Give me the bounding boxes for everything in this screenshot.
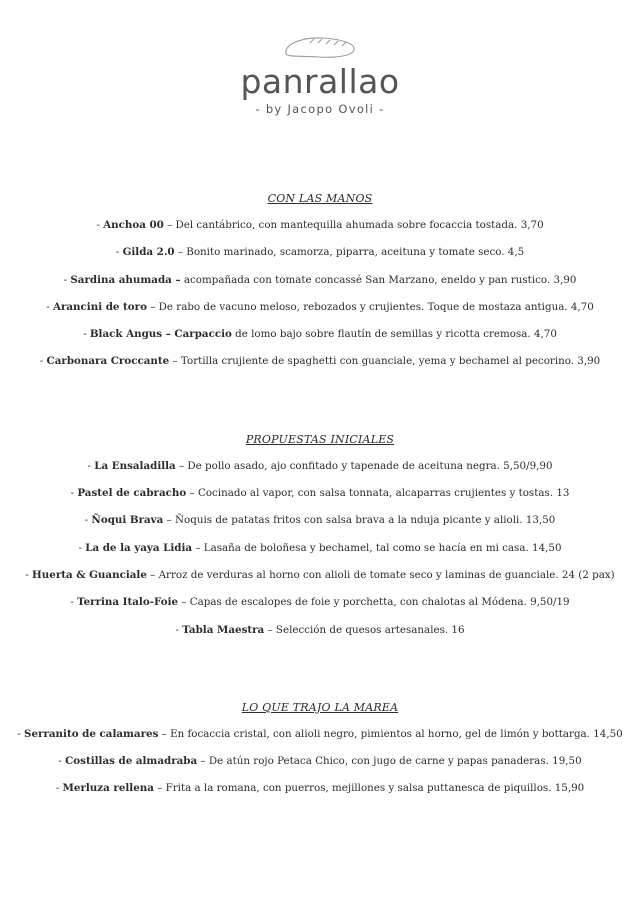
section-lo-que-trajo-la-marea — [0, 699, 640, 798]
section-con-las-manos — [0, 190, 640, 370]
brand-name: panrallao — [240, 62, 400, 101]
item-name: Pastel de cabracho — [77, 487, 187, 500]
menu-item: - Arancini de toro – De rabo de vacuno meloso, rebozados y crujientes. Toque de mostaza antigua. 4,70 — [46, 300, 594, 313]
section-propuestas-iniciales — [0, 431, 640, 639]
menu-item: - Black Angus – Carpaccio de lomo bajo sobre flautín de semillas y ricotta cremosa. 4,70 — [83, 328, 557, 341]
menu-item: - Anchoa 00 – Del cantábrico, con mantequilla ahumada sobre focaccia tostada. 3,70 — [96, 219, 544, 231]
item-name: Arancini de toro — [52, 300, 147, 313]
item-name: Carbonara Croccante — [46, 355, 170, 368]
menu-item: - Terrina Italo-Foie – Capas de escalopes de foie y porchetta, con chalotas al Módena. 9,50/19 — [70, 596, 570, 609]
item-desc: – Arroz de verduras al horno con alioli de tomate seco y laminas de guanciale. 24 (2 pax) — [146, 568, 615, 581]
item-desc: – Lasaña de boloñesa y bechamel, tal como se hacía en mi casa. 14,50 — [192, 541, 562, 554]
item-name: Merluza rellena — [62, 782, 154, 795]
item-name: Terrina Italo-Foie — [77, 596, 179, 609]
logo — [0, 34, 640, 117]
item-name: La Ensaladilla — [94, 459, 176, 472]
menu-item: - Tabla Maestra – Selección de quesos artesanales. 16 — [175, 623, 465, 636]
menu-item: - Carbonara Croccante – Tortilla crujiente de spaghetti con guanciale, yema y bechamel al pecorino. 3,90 — [39, 355, 601, 368]
item-name: Anchoa 00 — [103, 219, 164, 231]
item-desc: – Selección de quesos artesanales. 16 — [264, 623, 465, 636]
item-name: Sardina ahumada – — [70, 273, 181, 286]
menu-item: - Costillas de almadraba – De atún rojo Petaca Chico, con jugo de carne y papas panaderas. 19,50 — [58, 755, 582, 768]
item-desc: – De atún rojo Petaca Chico, con jugo de carne y papas panaderas. 19,50 — [197, 755, 582, 768]
item-desc: – Ñoquis de patatas fritos con salsa brava a la nduja picante y alioli. 13,50 — [163, 514, 556, 527]
menu-item: - La Ensaladilla – De pollo asado, ajo confitado y tapenade de aceituna negra. 5,50/9,90 — [87, 459, 553, 472]
item-desc: – De rabo de vacuno meloso, rebozados y crujientes. Toque de mostaza antigua. 4,70 — [146, 300, 594, 313]
item-desc: – En focaccia cristal, con alioli negro, pimientos al horno, gel de limón y bottarga. 14,50 — [158, 727, 623, 740]
menu-item: - Serranito de calamares – En focaccia cristal, con alioli negro, pimientos al horno, gel de limón y bottarga. 14,50 — [17, 727, 623, 740]
section-title: CON LAS MANOS — [267, 192, 373, 205]
item-desc: – Frita a la romana, con puerros, mejillones y salsa puttanesca de piquillos. 15,90 — [153, 782, 585, 795]
item-desc: – Cocinado al vapor, con salsa tonnata, alcaparras crujientes y tostas. 13 — [186, 487, 570, 500]
item-desc: – De pollo asado, ajo confitado y tapenade de aceituna negra. 5,50/9,90 — [175, 459, 553, 472]
menu-item: - Pastel de cabracho – Cocinado al vapor, con salsa tonnata, alcaparras crujientes y tostas. 13 — [70, 487, 570, 500]
item-desc: – Bonito marinado, scamorza, piparra, aceituna y tomate seco. 4,5 — [174, 246, 525, 259]
menu-item: - Ñoqui Brava – Ñoquis de patatas fritos con salsa brava a la nduja picante y alioli. 13,50 — [84, 514, 556, 527]
brand-byline: - by Jacopo Ovoli - — [255, 102, 385, 116]
menu-item: - La de la yaya Lidia – Lasaña de boloñesa y bechamel, tal como se hacía en mi casa. 14,50 — [78, 541, 562, 554]
item-name: Serranito de calamares — [24, 727, 159, 740]
section-title: LO QUE TRAJO LA MAREA — [241, 700, 399, 714]
item-name: La de la yaya Lidia — [85, 541, 193, 554]
item-name: Tabla Maestra — [182, 623, 265, 636]
bread-loaf-icon — [280, 34, 360, 60]
section-title: PROPUESTAS INICIALES — [245, 432, 395, 446]
menu-item: - Huerta & Guanciale – Arroz de verduras al horno con alioli de tomate seco y laminas de guanciale. 24 (2 pax) — [25, 568, 615, 581]
item-desc: – Capas de escalopes de foie y porchetta, con chalotas al Módena. 9,50/19 — [178, 596, 570, 609]
item-name: Black Angus – Carpaccio — [89, 328, 232, 341]
item-desc: – Tortilla crujiente de spaghetti con guanciale, yema y bechamel al pecorino. 3,90 — [169, 355, 601, 368]
item-name: Ñoqui Brava — [91, 514, 164, 527]
menu-item: - Sardina ahumada – acompañada con tomate concassé San Marzano, eneldo y pan rustico. 3,90 — [63, 273, 577, 286]
item-desc: acompañada con tomate concassé San Marzano, eneldo y pan rustico. 3,90 — [180, 273, 577, 286]
menu-item: - Merluza rellena – Frita a la romana, con puerros, mejillones y salsa puttanesca de piquillos. 15,90 — [55, 782, 585, 795]
item-desc: – Del cantábrico, con mantequilla ahumada sobre focaccia tostada. 3,70 — [163, 219, 544, 231]
item-name: Costillas de almadraba — [65, 755, 198, 768]
item-name: Huerta & Guanciale — [32, 568, 147, 581]
item-name: Gilda 2.0 — [122, 246, 175, 259]
item-desc: de lomo bajo sobre flautín de semillas y ricotta cremosa. 4,70 — [231, 328, 557, 341]
menu-item: - Gilda 2.0 – Bonito marinado, scamorza, piparra, aceituna y tomate seco. 4,5 — [115, 246, 525, 259]
menu — [0, 190, 640, 808]
